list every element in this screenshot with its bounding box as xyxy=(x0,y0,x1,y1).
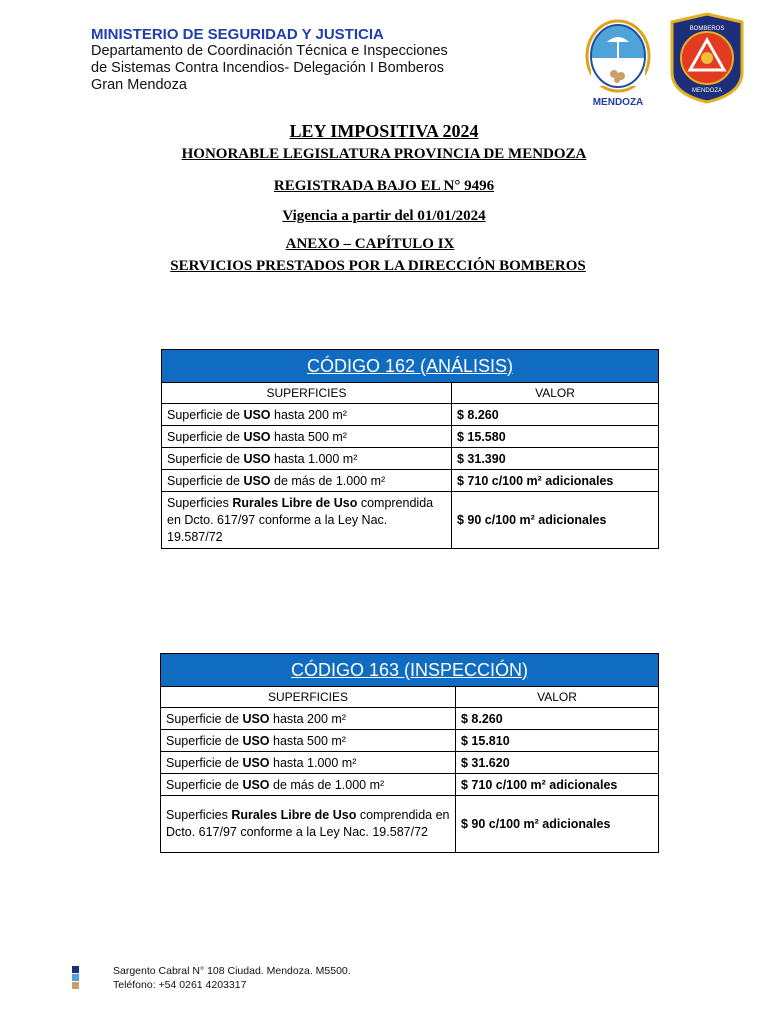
letterhead xyxy=(91,26,561,94)
effective-date: Vigencia a partir del 01/01/2024 xyxy=(282,208,486,224)
department-line-2: de Sistemas Contra Incendios- Delegación I Bomberos xyxy=(91,60,445,76)
table-row: Superficie de USO hasta 1.000 m² $ 31.620 xyxy=(161,752,659,774)
table-heading: CÓDIGO 163 (INSPECCIÓN) xyxy=(161,654,659,687)
table-row: Superficie de USO hasta 500 m² $ 15.810 xyxy=(161,730,659,752)
table-row: Superficie de USO hasta 200 m² $ 8.260 xyxy=(161,708,659,730)
registration-number: REGISTRADA BAJO EL N° 9496 xyxy=(273,178,495,194)
table-row-rural: Superficies Rurales Libre de Uso comprendida en Dcto. 617/97 conforme a la Ley Nac. 19.587/72 $ 90 c/100 m² adicionales xyxy=(162,492,659,549)
svg-text:MENDOZA: MENDOZA xyxy=(592,97,644,108)
footer-address: Sargento Cabral N° 108 Ciudad. Mendoza. M5500. xyxy=(113,965,351,977)
table-heading: CÓDIGO 162 (ANÁLISIS) xyxy=(162,350,659,383)
table-row: Superficie de USO hasta 1.000 m² $ 31.390 xyxy=(162,448,659,470)
fee-table-code-162 xyxy=(161,349,659,549)
footer-phone: Teléfono: +54 0261 4203317 xyxy=(113,979,247,991)
document-title-block xyxy=(0,120,768,276)
department-line-3: Gran Mendoza xyxy=(91,77,187,93)
footer xyxy=(91,964,351,992)
table-row-rural: Superficies Rurales Libre de Uso comprendida en Dcto. 617/97 conforme a la Ley Nac. 19.587/72 $ 90 c/100 m² adicionales xyxy=(161,796,659,853)
table-row: Superficie de USO de más de 1.000 m² $ 710 c/100 m² adicionales xyxy=(162,470,659,492)
ministry-name: MINISTERIO DE SEGURIDAD Y JUSTICIA xyxy=(91,26,384,43)
table-row: Superficie de USO de más de 1.000 m² $ 710 c/100 m² adicionales xyxy=(161,774,659,796)
svg-text:MENDOZA: MENDOZA xyxy=(692,88,722,94)
column-header-surfaces: SUPERFICIES xyxy=(162,383,452,404)
column-header-value: VALOR xyxy=(456,687,659,708)
law-title: LEY IMPOSITIVA 2024 xyxy=(289,121,479,141)
table-row: Superficie de USO hasta 500 m² $ 15.580 xyxy=(162,426,659,448)
column-header-value: VALOR xyxy=(452,383,659,404)
fee-table-code-163 xyxy=(160,653,659,853)
footer-color-bars xyxy=(72,966,79,990)
department-line-1: Departamento de Coordinación Técnica e Inspecciones xyxy=(91,43,448,59)
legislature-title: HONORABLE LEGISLATURA PROVINCIA DE MENDOZA xyxy=(181,146,587,162)
annex-chapter: ANEXO – CAPÍTULO IX xyxy=(285,236,455,252)
bomberos-badge-logo xyxy=(668,12,746,104)
services-title: SERVICIOS PRESTADOS POR LA DIRECCIÓN BOMBEROS xyxy=(170,258,586,274)
column-header-surfaces: SUPERFICIES xyxy=(161,687,456,708)
table-row: Superficie de USO hasta 200 m² $ 8.260 xyxy=(162,404,659,426)
svg-text:BOMBEROS: BOMBEROS xyxy=(689,26,725,32)
